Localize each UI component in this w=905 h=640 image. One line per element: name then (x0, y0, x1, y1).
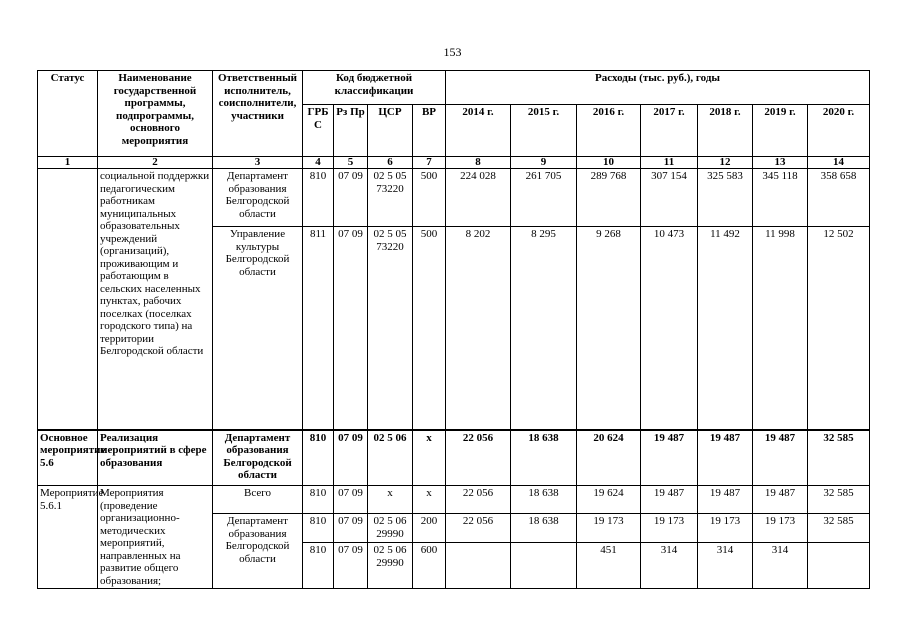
col-number: 1 (38, 157, 98, 169)
status-cell (38, 169, 98, 430)
col-number: 5 (334, 157, 368, 169)
grbs-cell: 810 (303, 169, 334, 227)
vr-cell: 500 (413, 169, 446, 227)
executor-cell: Департамент образования Белгородской области (213, 514, 303, 589)
col-number: 14 (808, 157, 870, 169)
budget-table (37, 70, 870, 589)
col-number: 13 (753, 157, 808, 169)
value-cell: 9 268 (577, 227, 641, 430)
header-rzpr: Рз Пр (334, 105, 368, 157)
value-cell: 19 487 (641, 486, 698, 514)
value-cell: 19 487 (698, 486, 753, 514)
header-name: Наименование государственной программы, подпрограммы, основного мероприятия (98, 71, 213, 157)
value-cell: 32 585 (808, 430, 870, 486)
value-cell: 11 998 (753, 227, 808, 430)
header-year: 2016 г. (577, 105, 641, 157)
header-grbs: ГРБ С (303, 105, 334, 157)
value-cell: 358 658 (808, 169, 870, 227)
rzpr-cell: 07 09 (334, 486, 368, 514)
header-executor: Ответственный исполнитель, соисполнители, участники (213, 71, 303, 157)
csr-cell: 02 5 06 (368, 430, 413, 486)
value-cell: 22 056 (446, 486, 511, 514)
value-cell: 10 473 (641, 227, 698, 430)
status-cell: Мероприятие 5.6.1 (38, 486, 98, 589)
value-cell: 314 (641, 543, 698, 589)
table-row (38, 486, 870, 514)
executor-cell: Департамент образования Белгородской области (213, 169, 303, 227)
header-year: 2017 г. (641, 105, 698, 157)
value-cell: 19 487 (753, 486, 808, 514)
value-cell: 307 154 (641, 169, 698, 227)
table-row (38, 430, 870, 486)
csr-cell: 02 5 05 73220 (368, 227, 413, 430)
header-year: 2019 г. (753, 105, 808, 157)
table-row (38, 169, 870, 227)
value-cell: 20 624 (577, 430, 641, 486)
grbs-cell: 810 (303, 543, 334, 589)
rzpr-cell: 07 09 (334, 169, 368, 227)
rzpr-cell: 07 09 (334, 227, 368, 430)
value-cell: 18 638 (511, 514, 577, 543)
grbs-cell: 810 (303, 486, 334, 514)
page-number: 153 (443, 45, 462, 59)
grbs-cell: 810 (303, 430, 334, 486)
rzpr-cell: 07 09 (334, 514, 368, 543)
executor-cell: Управление культуры Белгородской области (213, 227, 303, 430)
header-budget-code: Код бюджетной классификации (303, 71, 446, 105)
status-cell: Основное мероприятие 5.6 (38, 430, 98, 486)
header-csr: ЦСР (368, 105, 413, 157)
col-number: 10 (577, 157, 641, 169)
column-number-row (38, 157, 870, 169)
value-cell: 19 173 (698, 514, 753, 543)
value-cell (511, 543, 577, 589)
value-cell (808, 543, 870, 589)
col-number: 3 (213, 157, 303, 169)
name-cell: социальной поддержки педагогическим работникам муниципальных образовательных учреждений (организаций), проживающим и работающим в сельских населенных пунктах, рабочих поселках (поселках городского типа) на территории Белгородской области (98, 169, 213, 430)
header-year: 2015 г. (511, 105, 577, 157)
col-number: 4 (303, 157, 334, 169)
value-cell: 12 502 (808, 227, 870, 430)
value-cell: 22 056 (446, 430, 511, 486)
value-cell: 11 492 (698, 227, 753, 430)
col-number: 7 (413, 157, 446, 169)
value-cell: 345 118 (753, 169, 808, 227)
value-cell: 19 487 (753, 430, 808, 486)
col-number: 6 (368, 157, 413, 169)
name-cell: Мероприятия (проведение организационно-методических мероприятий, направленных на развитие общего образования; (98, 486, 213, 589)
header-vr: ВР (413, 105, 446, 157)
value-cell: 19 173 (577, 514, 641, 543)
value-cell: 325 583 (698, 169, 753, 227)
value-cell: 32 585 (808, 486, 870, 514)
value-cell: 314 (698, 543, 753, 589)
value-cell: 451 (577, 543, 641, 589)
header-expenses: Расходы (тыс. руб.), годы (446, 71, 870, 105)
value-cell: 8 295 (511, 227, 577, 430)
csr-cell: 02 5 06 29990 (368, 543, 413, 589)
value-cell: 314 (753, 543, 808, 589)
value-cell: 32 585 (808, 514, 870, 543)
rzpr-cell: 07 09 (334, 430, 368, 486)
vr-cell: х (413, 486, 446, 514)
csr-cell: 02 5 05 73220 (368, 169, 413, 227)
value-cell: 18 638 (511, 430, 577, 486)
value-cell: 289 768 (577, 169, 641, 227)
value-cell: 19 173 (753, 514, 808, 543)
col-number: 2 (98, 157, 213, 169)
value-cell: 224 028 (446, 169, 511, 227)
value-cell: 19 487 (698, 430, 753, 486)
grbs-cell: 810 (303, 514, 334, 543)
vr-cell: х (413, 430, 446, 486)
value-cell: 18 638 (511, 486, 577, 514)
value-cell: 19 487 (641, 430, 698, 486)
value-cell: 261 705 (511, 169, 577, 227)
vr-cell: 500 (413, 227, 446, 430)
vr-cell: 600 (413, 543, 446, 589)
rzpr-cell: 07 09 (334, 543, 368, 589)
col-number: 12 (698, 157, 753, 169)
col-number: 11 (641, 157, 698, 169)
executor-cell: Департамент образования Белгородской области (213, 430, 303, 486)
col-number: 9 (511, 157, 577, 169)
value-cell: 22 056 (446, 514, 511, 543)
header-status: Статус (38, 71, 98, 157)
executor-cell: Всего (213, 486, 303, 514)
csr-cell: 02 5 06 29990 (368, 514, 413, 543)
vr-cell: 200 (413, 514, 446, 543)
csr-cell: х (368, 486, 413, 514)
header-year: 2014 г. (446, 105, 511, 157)
name-cell: Реализация мероприятий в сфере образования (98, 430, 213, 486)
value-cell: 8 202 (446, 227, 511, 430)
value-cell: 19 624 (577, 486, 641, 514)
col-number: 8 (446, 157, 511, 169)
header-year: 2020 г. (808, 105, 870, 157)
grbs-cell: 811 (303, 227, 334, 430)
header-year: 2018 г. (698, 105, 753, 157)
value-cell (446, 543, 511, 589)
value-cell: 19 173 (641, 514, 698, 543)
